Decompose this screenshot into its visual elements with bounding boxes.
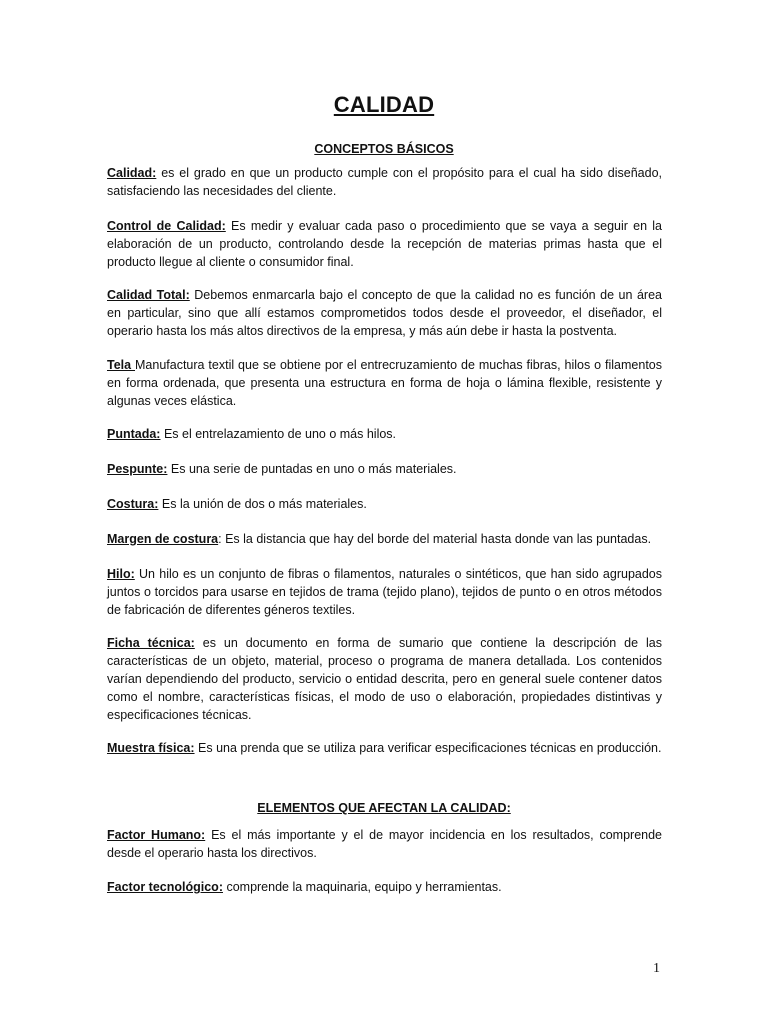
page-title: CALIDAD xyxy=(333,92,435,117)
definition-tela xyxy=(107,356,662,410)
definition-term: Hilo: xyxy=(107,567,135,581)
definition-pespunte xyxy=(107,460,662,478)
definition-term: Tela xyxy=(107,358,136,372)
definition-ficha-tecnica xyxy=(107,634,662,724)
definition-term: Puntada: xyxy=(107,427,161,441)
definition-text: Es la unión de dos o más materiales. xyxy=(158,497,367,511)
factor-term: Factor tecnológico: xyxy=(107,880,223,894)
definition-text: Manufactura textil que se obtiene por el entrecruzamiento de muchas fibras, hilos o filamentos en forma ordenada, que presenta una estructura en forma de hoja o lámina flexible, resistente y algunas veces elástica. xyxy=(107,358,662,408)
definition-text: Es medir y evaluar cada paso o procedimiento que se vaya a seguir en la elaboración de un producto, controlando desde la recepción de materias primas hasta que el producto llegue al cliente o consumidor final. xyxy=(107,219,662,269)
definition-margen-de-costura xyxy=(107,530,662,548)
definition-puntada xyxy=(107,425,662,443)
definition-term: Control de Calidad: xyxy=(107,219,226,233)
definition-term: Margen de costura xyxy=(107,532,219,546)
definition-text: Es el entrelazamiento de uno o más hilos. xyxy=(160,427,397,441)
definition-term: Costura: xyxy=(107,497,159,511)
definition-term: Pespunte: xyxy=(107,462,168,476)
definition-text: Un hilo es un conjunto de fibras o filamentos, naturales o sintéticos, que han sido agrupados juntos o torcidos para usarse en tejidos de trama (tejido plano), tejidos de punto o en otros métodos de fabricación de diferentes géneros textiles. xyxy=(107,567,662,617)
definition-calidad xyxy=(107,164,662,200)
definition-term: Muestra física: xyxy=(107,741,195,755)
factor-text: comprende la maquinaria, equipo y herramientas. xyxy=(222,880,502,894)
definition-text: Es una prenda que se utiliza para verificar especificaciones técnicas en producción. xyxy=(194,741,662,755)
section-heading-conceptos: CONCEPTOS BÁSICOS xyxy=(314,142,454,156)
definition-text: es el grado en que un producto cumple con el propósito para el cual ha sido diseñado, satisfaciendo las necesidades del cliente. xyxy=(107,166,662,198)
definition-text: : Es la distancia que hay del borde del material hasta donde van las puntadas. xyxy=(218,532,652,546)
section-heading-elementos: ELEMENTOS QUE AFECTAN LA CALIDAD: xyxy=(257,801,511,815)
factor-term: Factor Humano: xyxy=(107,828,206,842)
definition-muestra-fisica xyxy=(107,739,662,757)
factor-humano xyxy=(107,826,662,862)
page-number: 1 xyxy=(653,961,660,976)
definition-text: es un documento en forma de sumario que contiene la descripción de las características de un objeto, material, proceso o programa de manera detallada. Los contenidos varían dependiendo del producto, servicio o entidad descrita, pero en general suele contener datos como el nombre, características físicas, el modo de uso o elaboración, propiedades distintivas y especificaciones técnicas. xyxy=(107,636,662,722)
definition-costura xyxy=(107,495,662,513)
definition-hilo xyxy=(107,565,662,619)
definition-term: Calidad Total: xyxy=(107,288,190,302)
definition-text: Es una serie de puntadas en uno o más materiales. xyxy=(167,462,457,476)
definition-term: Calidad: xyxy=(107,166,157,180)
factor-tecnologico xyxy=(107,878,662,896)
factor-text: Es el más importante y el de mayor incidencia en los resultados, comprende desde el operario hasta los directivos. xyxy=(107,828,662,860)
definition-text: Debemos enmarcarla bajo el concepto de que la calidad no es función de un área en particular, sino que allí estamos comprometidos todos desde el proveedor, el diseñador, el operario hasta los más altos directivos de la empresa, y más aún debe ir hasta la postventa. xyxy=(107,288,662,338)
definition-calidad-total xyxy=(107,286,662,340)
definition-control-de-calidad xyxy=(107,217,662,271)
definition-term: Ficha técnica: xyxy=(107,636,195,650)
